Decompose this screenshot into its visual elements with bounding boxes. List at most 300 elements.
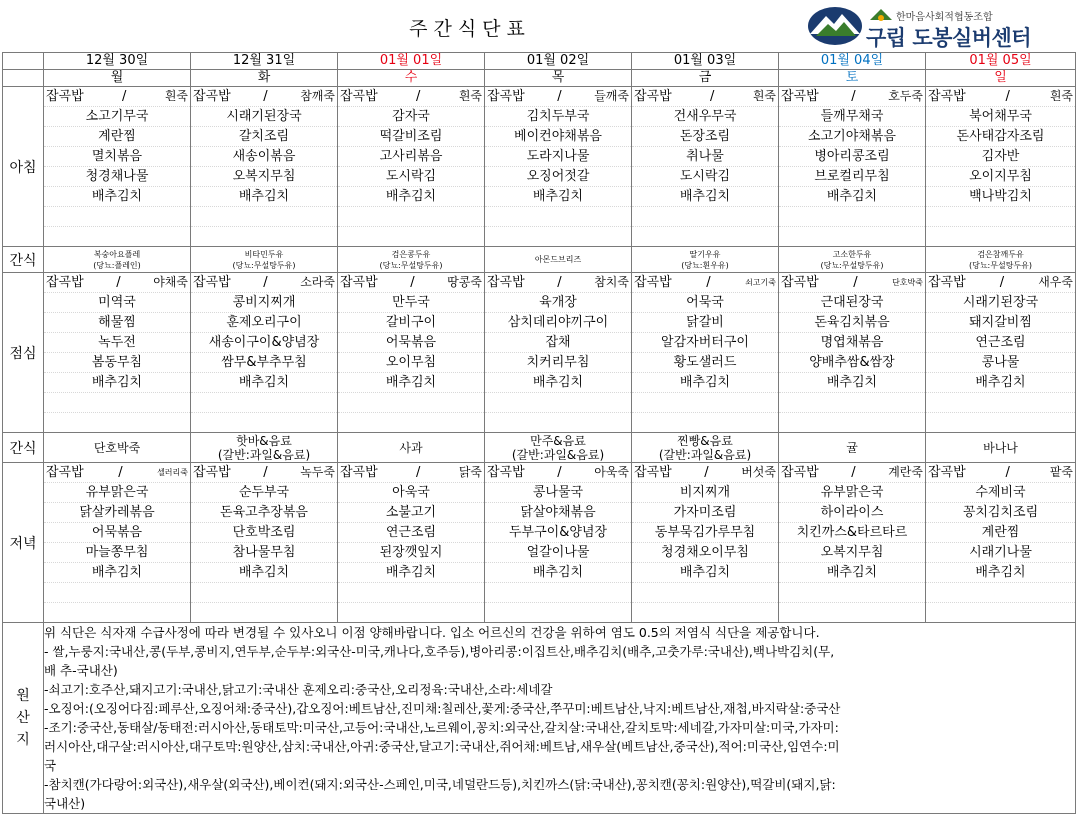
- morning_snack-cell: [338, 247, 485, 273]
- date-cell: 12월 31일: [191, 53, 338, 70]
- dish-item: 치킨까스&타르타르: [779, 523, 925, 543]
- dish-item: 배추김치: [44, 187, 190, 207]
- dish-item: 배추김치: [191, 187, 337, 207]
- origin-notes: [44, 623, 1076, 814]
- porridge-item: 호두죽: [888, 89, 923, 103]
- rice-item: 잡곡밥: [928, 89, 966, 104]
- empty-line: [485, 393, 631, 413]
- dish-item: 배추김치: [338, 373, 484, 393]
- dish-item: 배추김치: [191, 563, 337, 583]
- empty-line: [485, 413, 631, 432]
- slash-divider: /: [557, 275, 562, 290]
- dish-item: 도시락김: [632, 167, 778, 187]
- empty-line: [632, 583, 778, 603]
- rice-porridge-line: [926, 463, 1075, 483]
- dish-item: 배추김치: [44, 563, 190, 583]
- lunch-day-cell: [632, 273, 779, 433]
- porridge-item: 땅콩죽: [447, 275, 482, 289]
- snack-note: (당뇨:무설탕두유): [232, 260, 296, 270]
- dish-item: 새송이볶음: [191, 147, 337, 167]
- snack-note: (당뇨:흰우유): [681, 260, 729, 270]
- snack-name: 고소한두유: [832, 249, 872, 259]
- dinner-menu: [191, 463, 337, 622]
- dish-item: 육개장: [485, 293, 631, 313]
- dinner-row: [3, 463, 1076, 623]
- empty-line: [632, 227, 778, 246]
- slash-divider: /: [557, 89, 562, 104]
- porridge-item: 단호박죽: [892, 278, 923, 287]
- empty-line: [338, 227, 484, 246]
- breakfast-menu: [338, 87, 484, 246]
- slash-divider: /: [122, 89, 127, 104]
- dish-item: 콩나물국: [485, 483, 631, 503]
- lunch-day-cell: [485, 273, 632, 433]
- empty-line: [485, 207, 631, 227]
- dinner-menu: [44, 463, 190, 622]
- porridge-item: 버섯죽: [741, 465, 776, 479]
- origin-label-char: 원: [16, 688, 30, 704]
- rice-item: 잡곡밥: [487, 89, 525, 104]
- breakfast-day-cell: [485, 87, 632, 247]
- rice-item: 잡곡밥: [781, 465, 819, 480]
- dinner-menu: [926, 463, 1075, 622]
- dish-item: 삼치데리야끼구이: [485, 313, 631, 333]
- origin-note-line: 러시아산,대구살:러시아산,대구토막:원양산,삼치:국내산,아귀:중국산,달고기:국내산,쥐어채:베트남,새우살(베트남산,중국산),적어:미국산,임연수:미: [44, 739, 840, 754]
- porridge-item: 야채죽: [153, 275, 188, 289]
- origin-note-line: -조기:중국산,동태살/동태전:러시아산,동태토막:미국산,고등어:국내산,노르웨이,꽁치:외국산,갈치살:국내산,갈치토막:세네갈,가자미살:미국,가자미:: [44, 720, 839, 735]
- empty-line: [926, 413, 1075, 432]
- dish-item: 청경채나물: [44, 167, 190, 187]
- dish-item: 들깨무채국: [779, 107, 925, 127]
- snack-name: 아몬드브리즈: [534, 255, 582, 264]
- dish-item: 어묵볶음: [44, 523, 190, 543]
- porridge-item: 닭죽: [458, 465, 482, 479]
- dish-item: 배추김치: [632, 187, 778, 207]
- dinner-day-cell: [926, 463, 1076, 623]
- org-small-name: 한마음사회적협동조합: [896, 12, 993, 23]
- dish-item: 배추김치: [191, 373, 337, 393]
- afternoon_snack-cell: [485, 433, 632, 463]
- porridge-item: 새우죽: [1038, 275, 1073, 289]
- date-cell: 01월 03일: [632, 53, 779, 70]
- empty-line: [779, 227, 925, 246]
- porridge-item: 흰죽: [1049, 89, 1073, 103]
- dinner-day-cell: [632, 463, 779, 623]
- rice-porridge-line: [779, 87, 925, 107]
- empty-line: [632, 207, 778, 227]
- dish-item: 배추김치: [44, 373, 190, 393]
- rice-porridge-line: [44, 463, 190, 483]
- breakfast-label: 아침: [3, 87, 44, 247]
- lunch-menu: [338, 273, 484, 432]
- snack-name: 단호박죽: [93, 440, 141, 455]
- weekday-cell: 목: [485, 70, 632, 87]
- empty-line: [485, 583, 631, 603]
- rice-porridge-line: [632, 87, 778, 107]
- dinner-label: 저녁: [3, 463, 44, 623]
- dish-item: 베이컨야채볶음: [485, 127, 631, 147]
- rice-porridge-line: [632, 463, 778, 483]
- dish-item: 미역국: [44, 293, 190, 313]
- empty-line: [191, 393, 337, 413]
- dish-item: 어묵국: [632, 293, 778, 313]
- dish-item: 감자국: [338, 107, 484, 127]
- porridge-item: 참깨죽: [300, 89, 335, 103]
- dinner-day-cell: [779, 463, 926, 623]
- afternoon_snack-cell: [926, 433, 1076, 463]
- empty-line: [44, 207, 190, 227]
- dish-item: 멸치볶음: [44, 147, 190, 167]
- origin-note-line: -오징어:(오징어다짐:페루산,오징어채:중국산),갑오징어:베트남산,진미채:칠레산,꽃게:중국산,쭈꾸미:베트남산,낙지:베트남산,재첩,바지락살:중국산: [44, 701, 841, 716]
- dish-item: 계란찜: [926, 523, 1075, 543]
- dish-item: 치커리무침: [485, 353, 631, 373]
- empty-line: [338, 393, 484, 413]
- origin-label-text: [3, 685, 43, 751]
- breakfast-day-cell: [779, 87, 926, 247]
- snack-name: 만주&음료: [530, 433, 586, 448]
- dish-item: 유부맑은국: [779, 483, 925, 503]
- dish-item: 시래기된장국: [926, 293, 1075, 313]
- origin-note-line: 국내산): [44, 796, 86, 811]
- weekday-cell: 화: [191, 70, 338, 87]
- rice-item: 잡곡밥: [193, 89, 231, 104]
- slash-divider: /: [416, 89, 421, 104]
- dish-item: 돈육김치볶음: [779, 313, 925, 333]
- porridge-item: 쇠고기죽: [745, 278, 776, 287]
- empty-line: [779, 583, 925, 603]
- slash-divider: /: [704, 465, 709, 480]
- slash-divider: /: [410, 275, 415, 290]
- dish-item: 콩비지찌개: [191, 293, 337, 313]
- slash-divider: /: [1005, 89, 1010, 104]
- rice-porridge-line: [338, 87, 484, 107]
- dish-item: 떡갈비조림: [338, 127, 484, 147]
- dish-item: 연근조림: [338, 523, 484, 543]
- dish-item: 병아리콩조림: [779, 147, 925, 167]
- dish-item: 연근조림: [926, 333, 1075, 353]
- origin-label-char: 지: [16, 732, 30, 748]
- rice-item: 잡곡밥: [46, 89, 84, 104]
- dish-item: 돈사태감자조림: [926, 127, 1075, 147]
- dish-item: 봄동무침: [44, 353, 190, 373]
- breakfast-day-cell: [191, 87, 338, 247]
- dish-item: 양배추쌈&쌈장: [779, 353, 925, 373]
- porridge-item: 셀러리죽: [157, 468, 188, 477]
- page-title: 주간식단표: [409, 18, 531, 40]
- empty-line: [191, 583, 337, 603]
- origin-note-line: - 쌀,누룽지:국내산,콩(두부,콩비지,연두부,순두부:외국산-미국,캐나다,호주등),병아리콩:이집트산,배추김치(배추,고춧가루:국내산),백나박김치(무,: [44, 644, 835, 659]
- porridge-item: 소라죽: [300, 275, 335, 289]
- slash-divider: /: [1005, 465, 1010, 480]
- dish-item: 얼갈이나물: [485, 543, 631, 563]
- dish-item: 비지찌개: [632, 483, 778, 503]
- origin-note-line: -쇠고기:호주산,돼지고기:국내산,닭고기:국내산 훈제오리:중국산,오리정육:국내산,소라:세네갈: [44, 682, 553, 697]
- weekday-cell: 월: [44, 70, 191, 87]
- porridge-item: 흰죽: [458, 89, 482, 103]
- dish-item: 배추김치: [779, 187, 925, 207]
- empty-line: [44, 413, 190, 432]
- rice-porridge-line: [485, 273, 631, 293]
- dish-item: 어묵볶음: [338, 333, 484, 353]
- dish-item: 돈육고추장볶음: [191, 503, 337, 523]
- dish-item: 배추김치: [779, 563, 925, 583]
- afternoon-snack-label: 간식: [3, 433, 44, 463]
- empty-line: [779, 603, 925, 622]
- dish-item: 배추김치: [485, 187, 631, 207]
- dish-item: 소불고기: [338, 503, 484, 523]
- porridge-item: 들깨죽: [594, 89, 629, 103]
- dish-item: 배추김치: [926, 563, 1075, 583]
- slash-divider: /: [116, 275, 121, 290]
- dinner-day-cell: [485, 463, 632, 623]
- slash-divider: /: [416, 465, 421, 480]
- date-cell: 01월 01일: [338, 53, 485, 70]
- empty-line: [926, 603, 1075, 622]
- porridge-item: 아욱죽: [594, 465, 629, 479]
- breakfast-day-cell: [44, 87, 191, 247]
- dish-item: 청경채오이무침: [632, 543, 778, 563]
- dish-item: 두부구이&양념장: [485, 523, 631, 543]
- rice-porridge-line: [338, 273, 484, 293]
- rice-item: 잡곡밥: [634, 89, 672, 104]
- dish-item: 오이지무침: [926, 167, 1075, 187]
- dish-item: 취나물: [632, 147, 778, 167]
- dish-item: 소고기무국: [44, 107, 190, 127]
- corner-cell: [3, 70, 44, 87]
- rice-porridge-line: [485, 463, 631, 483]
- dish-item: 브로컬리무침: [779, 167, 925, 187]
- dish-item: 녹두전: [44, 333, 190, 353]
- morning_snack-cell: [779, 247, 926, 273]
- snack-note: (갈반:과일&음료): [217, 447, 311, 462]
- breakfast-day-cell: [632, 87, 779, 247]
- dish-item: 새송이구이&양념장: [191, 333, 337, 353]
- lunch-day-cell: [44, 273, 191, 433]
- dinner-day-cell: [338, 463, 485, 623]
- afternoon_snack-cell: [191, 433, 338, 463]
- slash-divider: /: [710, 89, 715, 104]
- slash-divider: /: [851, 465, 856, 480]
- rice-porridge-line: [44, 87, 190, 107]
- snack-name: 비타민두유: [244, 249, 284, 259]
- rice-item: 잡곡밥: [928, 275, 966, 290]
- empty-line: [926, 393, 1075, 413]
- snack-note: (당뇨:무설탕두유): [379, 260, 443, 270]
- dinner-day-cell: [44, 463, 191, 623]
- breakfast-day-cell: [926, 87, 1076, 247]
- org-main-name: 구립 도봉실버센터: [866, 26, 1032, 50]
- rice-item: 잡곡밥: [46, 275, 84, 290]
- dish-item: 계란찜: [44, 127, 190, 147]
- breakfast-day-cell: [338, 87, 485, 247]
- dish-item: 유부맑은국: [44, 483, 190, 503]
- rice-item: 잡곡밥: [634, 465, 672, 480]
- lunch-day-cell: [779, 273, 926, 433]
- morning-snack-row: [3, 247, 1076, 273]
- morning_snack-cell: [191, 247, 338, 273]
- slash-divider: /: [853, 275, 858, 290]
- empty-line: [338, 603, 484, 622]
- rice-item: 잡곡밥: [193, 275, 231, 290]
- rice-item: 잡곡밥: [487, 465, 525, 480]
- dish-item: 북어채무국: [926, 107, 1075, 127]
- empty-line: [191, 227, 337, 246]
- dish-item: 동부묵김가루무침: [632, 523, 778, 543]
- lunch-label: 점심: [3, 273, 44, 433]
- dish-item: 도시락김: [338, 167, 484, 187]
- origin-note-line: -참치캔(가다랑어:외국산),새우살(외국산),베이컨(돼지:외국산-스페인,미국,네덜란드등),치킨까스(닭:국내산),꽁치캔(꽁치:원양산),떡갈비(돼지,닭:: [44, 777, 836, 792]
- empty-line: [44, 227, 190, 246]
- slash-divider: /: [263, 465, 268, 480]
- dish-item: 콩나물: [926, 353, 1075, 373]
- morning-snack-label: 간식: [3, 247, 44, 273]
- empty-line: [338, 207, 484, 227]
- porridge-item: 팥죽: [1049, 465, 1073, 479]
- snack-name: 찐빵&음료: [677, 433, 733, 448]
- date-cell: 01월 02일: [485, 53, 632, 70]
- empty-line: [485, 227, 631, 246]
- dish-item: 닭갈비: [632, 313, 778, 333]
- dish-item: 아욱국: [338, 483, 484, 503]
- snack-name: 검은콩두유: [391, 249, 431, 259]
- dish-item: 꽁치김치조림: [926, 503, 1075, 523]
- empty-line: [632, 413, 778, 432]
- porridge-item: 흰죽: [752, 89, 776, 103]
- origin-row: [3, 623, 1076, 814]
- dish-item: 오복지무침: [779, 543, 925, 563]
- rice-item: 잡곡밥: [781, 89, 819, 104]
- dish-item: 하이라이스: [779, 503, 925, 523]
- rice-item: 잡곡밥: [781, 275, 819, 290]
- origin-label: [3, 623, 44, 814]
- dish-item: 명엽채볶음: [779, 333, 925, 353]
- rice-porridge-line: [191, 87, 337, 107]
- snack-name: 딸기우유: [689, 249, 721, 259]
- breakfast-menu: [485, 87, 631, 246]
- dish-item: 배추김치: [632, 563, 778, 583]
- dish-item: 오복지무침: [191, 167, 337, 187]
- morning_snack-cell: [926, 247, 1076, 273]
- porridge-item: 녹두죽: [300, 465, 335, 479]
- lunch-day-cell: [191, 273, 338, 433]
- empty-line: [44, 393, 190, 413]
- origin-label-char: 산: [16, 710, 30, 726]
- slash-divider: /: [706, 275, 711, 290]
- dish-item: 배추김치: [485, 563, 631, 583]
- empty-line: [926, 227, 1075, 246]
- lunch-menu: [44, 273, 190, 432]
- lunch-day-cell: [926, 273, 1076, 433]
- rice-porridge-line: [779, 273, 925, 293]
- rice-item: 잡곡밥: [46, 465, 84, 480]
- origin-note-line: 위 식단은 식자재 수급사정에 따라 변경될 수 있사오니 이점 양해바랍니다. 입소 어르신의 건강을 위하여 염도 0.5의 저염식 식단을 제공합니다.: [44, 625, 820, 640]
- dish-item: 돈장조림: [632, 127, 778, 147]
- dish-item: 잡채: [485, 333, 631, 353]
- dish-item: 단호박조림: [191, 523, 337, 543]
- corner-cell: [3, 53, 44, 70]
- afternoon_snack-cell: [779, 433, 926, 463]
- lunch-menu: [191, 273, 337, 432]
- dish-item: 황도샐러드: [632, 353, 778, 373]
- snack-name: 복숭아요플레: [93, 249, 141, 259]
- empty-line: [338, 583, 484, 603]
- snack-name: 귤: [846, 440, 858, 455]
- snack-name: 바나나: [983, 440, 1018, 455]
- empty-line: [338, 413, 484, 432]
- rice-item: 잡곡밥: [928, 465, 966, 480]
- date-cell: 12월 30일: [44, 53, 191, 70]
- dish-item: 해물찜: [44, 313, 190, 333]
- slash-divider: /: [999, 275, 1005, 290]
- dish-item: 만두국: [338, 293, 484, 313]
- dish-item: 돼지갈비찜: [926, 313, 1075, 333]
- rice-item: 잡곡밥: [634, 275, 672, 290]
- empty-line: [44, 583, 190, 603]
- breakfast-menu: [191, 87, 337, 246]
- slash-divider: /: [118, 465, 123, 480]
- dish-item: 소고기야채볶음: [779, 127, 925, 147]
- rice-porridge-line: [926, 87, 1075, 107]
- dish-item: 참나물무침: [191, 543, 337, 563]
- date-cell: 01월 05일: [926, 53, 1076, 70]
- snack-note: (당뇨:플레인): [93, 260, 141, 270]
- rice-porridge-line: [485, 87, 631, 107]
- empty-line: [779, 393, 925, 413]
- dish-item: 수제비국: [926, 483, 1075, 503]
- dish-item: 백나박김치: [926, 187, 1075, 207]
- rice-porridge-line: [44, 273, 190, 293]
- empty-line: [191, 413, 337, 432]
- lunch-day-cell: [338, 273, 485, 433]
- lunch-menu: [485, 273, 631, 432]
- empty-line: [926, 207, 1075, 227]
- afternoon_snack-cell: [632, 433, 779, 463]
- rice-item: 잡곡밥: [340, 275, 378, 290]
- dinner-menu: [485, 463, 631, 622]
- dish-item: 시래기나물: [926, 543, 1075, 563]
- snack-name: 검은참깨두유: [977, 249, 1024, 259]
- breakfast-menu: [44, 87, 190, 246]
- dish-item: 알감자버터구이: [632, 333, 778, 353]
- dish-item: 배추김치: [632, 373, 778, 393]
- dinner-menu: [779, 463, 925, 622]
- morning_snack-cell: [632, 247, 779, 273]
- dish-item: 훈제오리구이: [191, 313, 337, 333]
- rice-porridge-line: [779, 463, 925, 483]
- dinner-menu: [338, 463, 484, 622]
- snack-note: (갈반:과일&음료): [511, 447, 605, 462]
- lunch-menu: [926, 273, 1075, 432]
- origin-note-line: 국: [44, 758, 57, 773]
- slash-divider: /: [851, 89, 856, 104]
- org-logo: [806, 4, 1076, 48]
- rice-porridge-line: [632, 273, 778, 293]
- snack-note: (당뇨:무설탕두유): [820, 260, 884, 270]
- empty-line: [926, 583, 1075, 603]
- rice-porridge-line: [926, 273, 1075, 293]
- slash-divider: /: [557, 465, 562, 480]
- dish-item: 배추김치: [338, 563, 484, 583]
- dish-item: 건새우무국: [632, 107, 778, 127]
- dish-item: 오이무침: [338, 353, 484, 373]
- empty-line: [779, 207, 925, 227]
- afternoon_snack-cell: [44, 433, 191, 463]
- dish-item: 배추김치: [338, 187, 484, 207]
- dish-item: 배추김치: [926, 373, 1075, 393]
- dish-item: 배추김치: [779, 373, 925, 393]
- dish-item: 김치두부국: [485, 107, 631, 127]
- snack-name: 핫바&음료: [236, 433, 292, 448]
